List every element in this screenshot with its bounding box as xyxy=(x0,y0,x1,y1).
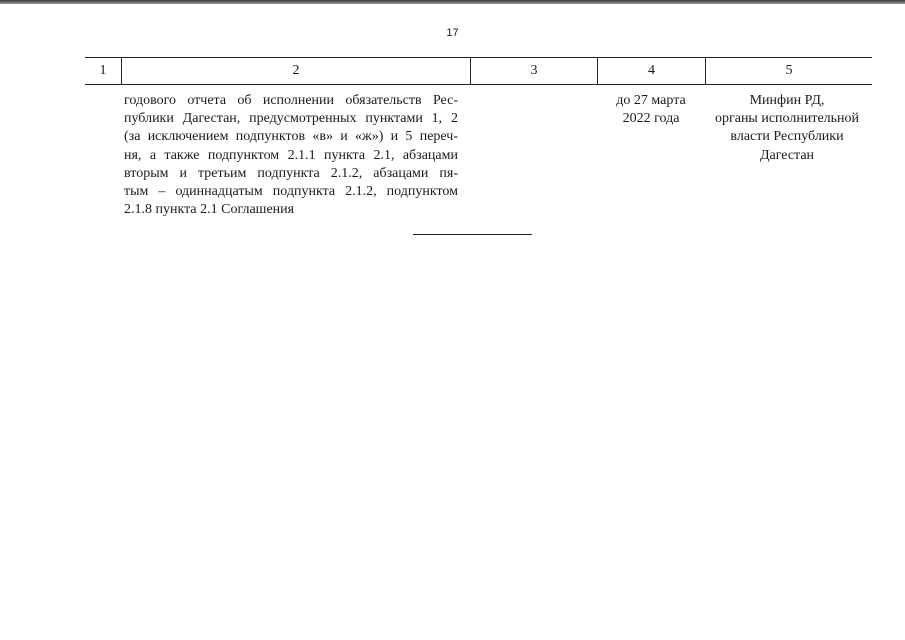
description-line: тым – одиннадцатым подпункта 2.1.2, подпунктом xyxy=(124,184,458,200)
page-number: 17 xyxy=(446,27,459,39)
responsible-line: Дагестан xyxy=(759,147,815,163)
description-line: 2.1.8 пункта 2.1 Соглашения xyxy=(124,202,295,218)
description-line: ня, а также подпунктом 2.1.1 пункта 2.1, абзацами xyxy=(124,147,458,163)
column-header-2: 2 xyxy=(121,58,470,84)
deadline-line: до 27 марта xyxy=(616,93,686,108)
scan-edge-shadow xyxy=(0,0,905,4)
responsible-line: органы исполнительной xyxy=(714,111,860,127)
column-header-5: 5 xyxy=(705,58,872,84)
description-line: вторым и третьим подпункта 2.1.2, абзацами пя- xyxy=(124,165,458,181)
responsible-line: власти Республики xyxy=(730,129,844,145)
responsible-cell xyxy=(702,92,872,165)
deadline-line: 2022 года xyxy=(622,111,680,127)
deadline-cell xyxy=(597,92,705,128)
description-line: публики Дагестан, предусмотренных пунктами 1, 2 xyxy=(124,111,458,127)
column-header-3: 3 xyxy=(470,58,597,84)
measure-description xyxy=(124,92,458,219)
end-of-document-rule xyxy=(413,234,532,235)
column-header-1: 1 xyxy=(99,63,107,78)
description-line: (за исключением подпунктов «в» и «ж») и 5 переч- xyxy=(124,129,458,145)
responsible-line: Минфин РД, xyxy=(749,93,825,108)
description-line: годового отчета об исполнении обязательств Рес- xyxy=(124,93,458,108)
column-header-4: 4 xyxy=(597,58,705,84)
table-header-row xyxy=(85,57,872,85)
